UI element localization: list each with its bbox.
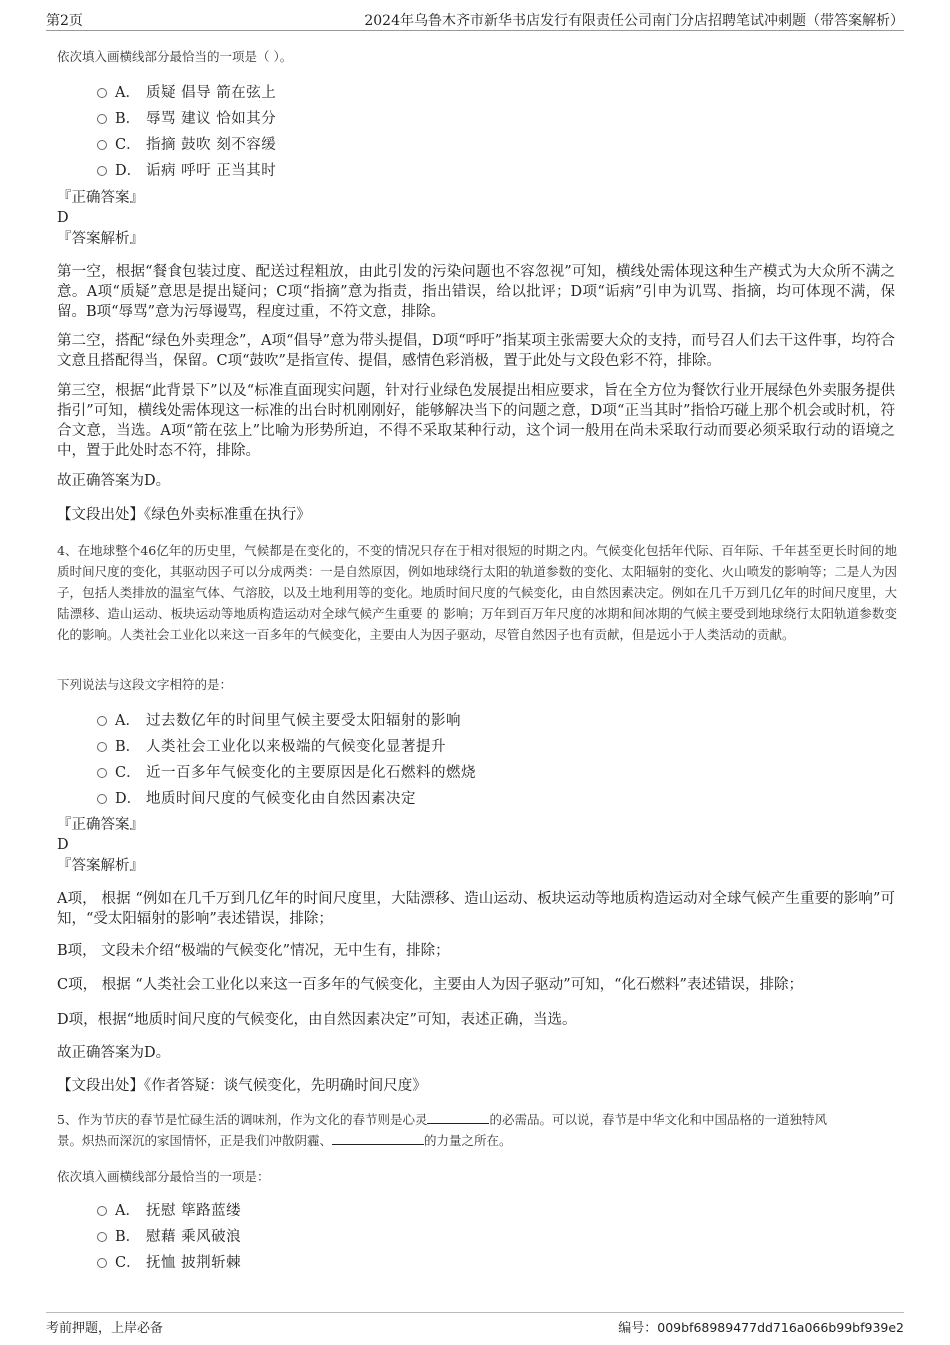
option-d[interactable]: D． 地质时间尺度的气候变化由自然因素决定 bbox=[97, 786, 697, 812]
page-footer bbox=[46, 1312, 904, 1337]
analysis-paragraph: 第二空，搭配“绿色外卖理念”，A项“倡导”意为带头提倡，D项“呼吁”指某项主张需要大众的支持，而号召人们去干这件事，均符合文意且搭配得当，保留。C项“鼓吹”是指宣传、提倡，感情色彩消极，置于此处与文段色彩不符，排除。 bbox=[57, 333, 895, 369]
radio-icon[interactable] bbox=[97, 166, 107, 176]
option-a[interactable]: A． 过去数亿年的时间里气候主要受太阳辐射的影响 bbox=[97, 708, 697, 734]
option-list bbox=[97, 80, 597, 184]
analysis-label: 『答案解析』 bbox=[57, 858, 144, 874]
option-list bbox=[97, 1198, 597, 1276]
source-citation: 【文段出处】《绿色外卖标准重在执行》 bbox=[57, 507, 311, 523]
analysis-label: 『答案解析』 bbox=[57, 231, 144, 247]
page-header bbox=[46, 8, 904, 31]
answer-value: D bbox=[57, 837, 69, 853]
radio-icon[interactable] bbox=[97, 1206, 107, 1216]
answer-value: D bbox=[57, 210, 69, 226]
option-c[interactable]: C． 指摘 鼓吹 刻不容缓 bbox=[97, 132, 597, 158]
answer-label: 『正确答案』 bbox=[57, 190, 144, 206]
document-title: 2024年乌鲁木齐市新华书店发行有限责任公司南门分店招聘笔试冲刺题（带答案解析） bbox=[364, 13, 904, 29]
radio-icon[interactable] bbox=[97, 88, 107, 98]
conclusion: 故正确答案为D。 bbox=[57, 1045, 171, 1061]
radio-icon[interactable] bbox=[97, 1232, 107, 1242]
radio-icon[interactable] bbox=[97, 768, 107, 778]
option-b[interactable]: B． 慰藉 乘风破浪 bbox=[97, 1224, 597, 1250]
option-b[interactable]: B． 辱骂 建议 恰如其分 bbox=[97, 106, 597, 132]
radio-icon[interactable] bbox=[97, 140, 107, 150]
radio-icon[interactable] bbox=[97, 716, 107, 726]
option-c[interactable]: C． 近一百多年气候变化的主要原因是化石燃料的燃烧 bbox=[97, 760, 697, 786]
footer-slogan: 考前押题，上岸必备 bbox=[46, 1321, 164, 1336]
question-passage: 5、作为节庆的春节是忙碌生活的调味剂，作为文化的春节则是心灵 的必需品。可以说，春节是中华文化和中国品格的一道独特风 景。炽热而深沉的家国情怀，正是我们冲散阴霾、 的力量之所在。 bbox=[57, 1109, 897, 1151]
option-a[interactable]: A． 质疑 倡导 箭在弦上 bbox=[97, 80, 597, 106]
page-number: 第2页 bbox=[46, 13, 83, 29]
analysis-paragraph: B项， 文段未介绍“极端的气候变化”情况，无中生有，排除； bbox=[57, 943, 450, 959]
radio-icon[interactable] bbox=[97, 1258, 107, 1268]
option-d[interactable]: D． 诟病 呼吁 正当其时 bbox=[97, 158, 597, 184]
analysis-paragraph: D项，根据“地质时间尺度的气候变化，由自然因素决定”可知，表述正确，当选。 bbox=[57, 1012, 577, 1028]
radio-icon[interactable] bbox=[97, 794, 107, 804]
fill-blank bbox=[332, 1130, 424, 1145]
source-citation: 【文段出处】《作者答疑：谈气候变化，先明确时间尺度》 bbox=[57, 1078, 427, 1094]
answer-label: 『正确答案』 bbox=[57, 817, 144, 833]
document-code: 编号：009bf68989477dd716a066b99bf939e2 bbox=[618, 1320, 904, 1336]
question-stem: 下列说法与这段文字相符的是： bbox=[57, 677, 233, 692]
option-b[interactable]: B． 人类社会工业化以来极端的气候变化显著提升 bbox=[97, 734, 697, 760]
radio-icon[interactable] bbox=[97, 114, 107, 124]
analysis-paragraph: 第三空，根据“此背景下”以及“标准直面现实问题，针对行业绿色发展提出相应要求，旨在全方位为餐饮行业开展绿色外卖服务提供指引”可知，横线处需体现这一标准的出台时机刚刚好，能够解决当下的问题之意，D项“正当其时”指恰巧碰上那个机会或时机，符合文意，当选。A项“箭在弦上”比喻为形势所迫，不得不采取某种行动，这个词一般用在尚未采取行动而要必须采取行动的语境之中，置于此处时态不符，排除。 bbox=[57, 383, 895, 459]
radio-icon[interactable] bbox=[97, 742, 107, 752]
analysis-paragraph: A项， 根据 “例如在几千万到几亿年的时间尺度里，大陆漂移、造山运动、板块运动等地质构造运动对全球气候产生重要的影响”可知，“受太阳辐射的影响”表述错误，排除； bbox=[57, 891, 895, 927]
fill-blank bbox=[427, 1109, 489, 1124]
option-a[interactable]: A． 抚慰 筚路蓝缕 bbox=[97, 1198, 597, 1224]
option-c[interactable]: C． 抚恤 披荆斩棘 bbox=[97, 1250, 597, 1276]
option-list bbox=[97, 708, 697, 812]
question-passage: 4、在地球整个46亿年的历史里，气候都是在变化的，不变的情况只存在于相对很短的时期之内。气候变化包括年代际、百年际、千年甚至更长时间的地质时间尺度的变化，其驱动因子可以分成两类：一是自然原因，例如地球绕行太阳的轨道参数的变化、太阳辐射的变化、火山喷发的影响等；二是人为因子，包括人类排放的温室气体、气溶胶，以及土地利用等的变化。地质时间尺度的气候变化，由自然因素决定。例如在几千万到几亿年的时间尺度里，大陆漂移、造山运动、板块运动等地质构造运动对全球气候产生重要 的 影响；万年到百万年尺度的冰期和间冰期的气候主要受到地球绕行太阳轨道参数变化的影响。人类社会工业化以来这一百多年的气候变化，主要由人为因子驱动，尽管自然因子也有贡献，但是远小于人类活动的贡献。 bbox=[57, 543, 897, 642]
question-stem: 依次填入画横线部分最恰当的一项是： bbox=[57, 1169, 270, 1184]
question-stem: 依次填入画横线部分最恰当的一项是（ ）。 bbox=[57, 49, 293, 64]
analysis-paragraph: C项， 根据 “人类社会工业化以来这一百多年的气候变化，主要由人为因子驱动”可知，“化石燃料”表述错误，排除； bbox=[57, 977, 803, 993]
analysis-paragraph: 第一空，根据“餐食包装过度、配送过程粗放，由此引发的污染问题也不容忽视”可知，横线处需体现这种生产模式为大众所不满之意。A项“质疑”意思是提出疑问；C项“指摘”意为指责，指出错误，给以批评；D项“诟病”引申为讥骂、指摘，均可体现不满，保留。B项“辱骂”意为污辱谩骂，程度过重，不符文意，排除。 bbox=[57, 264, 895, 320]
conclusion: 故正确答案为D。 bbox=[57, 473, 171, 489]
